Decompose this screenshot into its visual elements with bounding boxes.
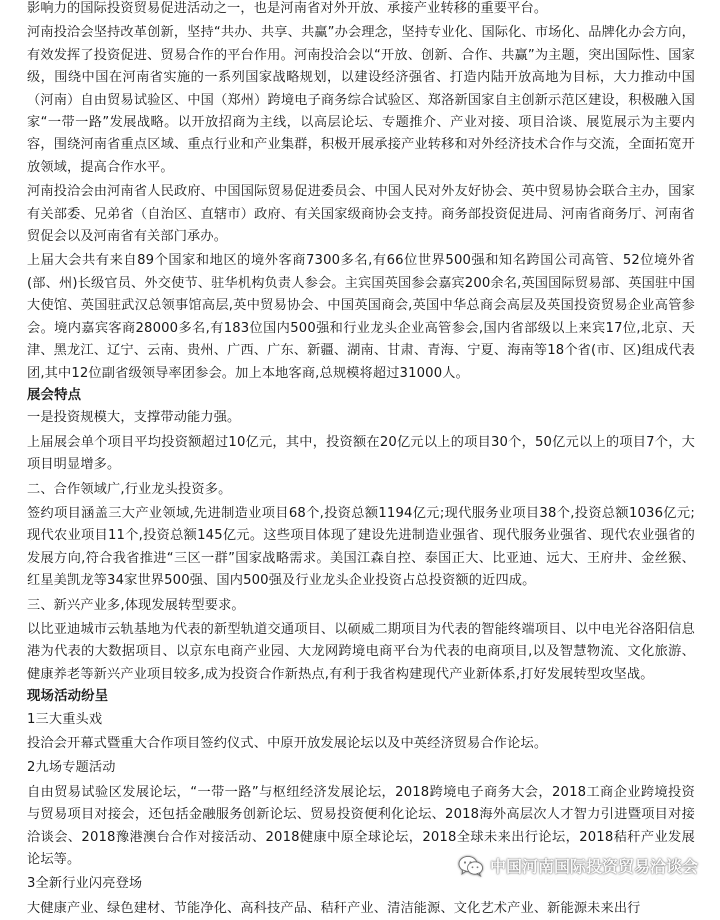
feature-two-detail: 签约项目涵盖三大产业领域,先进制造业项目68个,投资总额1194亿元;现代服务业项目38个,投资总额1036亿元;现代农业项目11个,投资总额145亿元。这些项目体现了建设先进制造业强省、现代服务业强省、现代农业强省的发展方向,符合我省推进“三区一群”国家战略需求。美国江森自控、泰国正大、比亚迪、远大、王府井、金丝猴、红星美凯龙等34家世界500强、国内500强及行业龙头企业投资占总投资额的近四成。 (27, 505, 695, 589)
watermark-text: 中国河南国际投资贸易洽谈会 (489, 857, 698, 876)
feature-three-detail: 以比亚迪城市云轨基地为代表的新型轨道交通项目、以硕威二期项目为代表的智能终端项目、以中电光谷洛阳信息港为代表的大数据项目、以京东电商产业园、大龙网跨境电商平台为代表的电商项目,以及智慧物流、文化旅游、健康养老等新兴产业项目较多,成为投资合作新热点,有利于我省构建现代产业新体系,打好发展转型攻坚战。 (27, 621, 695, 682)
paragraph-organizers: 河南投洽会由河南省人民政府、中国国际贸易促进委员会、中国人民对外友好协会、英中贸易协会联合主办，国家有关部委、兄弟省（自治区、直辖市）政府、有关国家级商协会支持。商务部投资促进局、河南省商务厅、河南省贸促会以及河南省有关部门承办。 (27, 184, 695, 245)
paragraph-previous-attendance: 上届大会共有来自89个国家和地区的境外客商7300多名,有66位世界500强和知名跨国公司高管、52位境外省(部、州)长级官员、外交使节、驻华机构负责人参会。主宾国英国参会嘉宾200余名,英国国际贸易部、英国驻中国大使馆、英国驻武汉总领事馆高层,英中贸易协会、中国英国商会,英国中华总商会高层及英国投资贸易企业高管参会。境内嘉宾客商28000多名,有183位国内500强和行业龙头企业高管参会,国内省部级以上来宾17位,北京、天津、黑龙江、辽宁、云南、贵州、广西、广东、新疆、湖南、甘肃、青海、宁夏、海南等18个省(市、区)组成代表团,其中12位副省级领导率团参会。加上本地客商,总规模将超过31000人。 (27, 253, 695, 381)
feature-two-title: 二、合作领域广,行业龙头投资多。 (27, 481, 232, 497)
paragraph-philosophy: 河南投洽会坚持改革创新，坚持“共办、共享、共赢”办会理念，坚持专业化、国际化、市场化、品牌化办会方向，有效发挥了投资促进、贸易合作的平台作用。河南投洽会以“开放、创新、合作、共赢”为主题，突出国际性、国家级，围绕中国在河南省实施的一系列国家战略规划，以建设经济强省、打造内陆开放高地为目标，大力推动中国（河南）自由贸易试验区、中国（郑州）跨境电子商务综合试验区、郑洛新国家自主创新示范区建设，积极融入国家“一带一路”发展战略。以开放招商为主线，以高层论坛、专题推介、产业对接、项目洽谈、展览展示为主要内容，围绕河南省重点区域、重点行业和产业集群，积极开展承接产业转移和对外经济技术合作与交流，全面拓宽开放领域，提高合作水平。 (27, 25, 695, 175)
heading-onsite-activities: 现场活动纷呈 (27, 689, 109, 705)
activity-one-title: 1三大重头戏 (27, 711, 103, 727)
activity-two-title: 2九场专题活动 (27, 760, 116, 776)
activity-one-detail: 投洽会开幕式暨重大合作项目签约仪式、中原开放发展论坛以及中英经济贸易合作论坛。 (27, 736, 548, 751)
article-body (27, 0, 695, 920)
activity-two-detail: 自由贸易试验区发展论坛，“一带一路”与枢纽经济发展论坛，2018跨境电子商务大会，2018工商企业跨境投资与贸易项目对接会，还包括金融服务创新论坛、贸易投资便利化论坛、2018海外高层次人才智力引进暨项目对接洽谈会、2018豫港澳台合作对接活动、2018健康中原全球论坛，2018全球未来出行论坛，2018秸秆产业发展论坛等。 (27, 784, 695, 868)
activity-three-title: 3全新行业闪亮登场 (27, 876, 143, 892)
paragraph-intro-tail: 影响力的国际投资贸易促进活动之一，也是河南省对外开放、承接产业转移的重要平台。 (27, 1, 548, 16)
feature-one-detail: 上届展会单个项目平均投资额超过10亿元，其中，投资额在20亿元以上的项目30个，50亿元以上的项目7个，大项目明显增多。 (27, 434, 695, 473)
feature-one-title: 一是投资规模大，支撑带动能力强。 (27, 410, 241, 426)
heading-exhibition-features: 展会特点 (27, 387, 82, 403)
feature-three-title: 三、新兴产业多,体现发展转型要求。 (27, 597, 245, 613)
activity-three-detail: 大健康产业、绿色建材、节能净化、高科技产品、秸秆产业、清洁能源、文化艺术产业、新能源未来出行 (27, 900, 641, 916)
page-bottom-fade (0, 891, 720, 899)
